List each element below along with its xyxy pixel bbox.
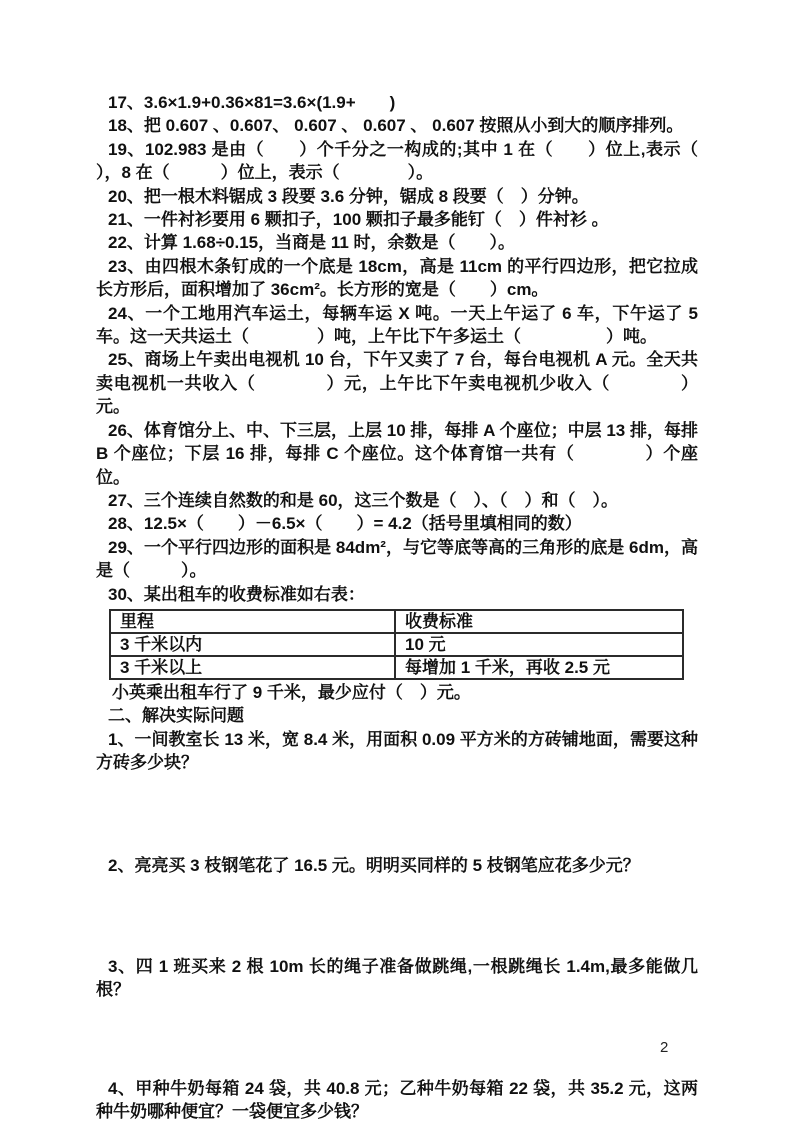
section2-heading: 二、解决实际问题: [108, 706, 244, 726]
problem-24: 24、一个工地用汽车运土，每辆车运 X 吨。一天上午运了 6 车，下午运了 5 车。这一天共运土（ ）吨，上午比下午多运土（ ）吨。: [96, 303, 698, 347]
problem-26: 26、体育馆分上、中、下三层，上层 10 排，每排 A 个座位；中层 13 排，每排 B 个座位；下层 16 排，每排 C 个座位。这个体育馆一共有（ ）个座位。: [96, 420, 698, 487]
problem-22: 22、计算 1.68÷0.15，当商是 11 时，余数是（ ）。: [108, 233, 516, 253]
page-content: [96, 91, 783, 1122]
table-row-within-3km: [110, 633, 683, 656]
problem-23: 23、由四根木条钉成的一个底是 18cm，高是 11cm 的平行四边形，把它拉成长方形后，面积增加了 36cm²。长方形的宽是（ ）cm。: [96, 256, 698, 300]
problem-19: 19、102.983 是由（ ）个千分之一构成的;其中 1 在（ ）位上,表示（ ），8 在（ ）位上，表示（ ）。: [96, 139, 783, 183]
taxi-fare-table: [109, 609, 684, 680]
problem-29: 29、一个平行四边形的面积是 84dm²，与它等底等高的三角形的底是 6dm，高是（ ）。: [96, 537, 698, 581]
table-cell-extra-fare: 每增加 1 千米，再收 2.5 元: [395, 656, 683, 679]
word-problem-2: 2、亮亮买 3 枝钢笔花了 16.5 元。明明买同样的 5 枝钢笔应花多少元？: [108, 855, 640, 875]
problem-18: 18、把 0.607 、0.607、 0.607 、 0.607 、 0.607 按照从小到大的顺序排列。: [108, 116, 684, 136]
table-cell-base-fare: 10 元: [395, 633, 683, 656]
table-cell-mileage-header: 里程: [110, 610, 395, 633]
problem-30-question: 小英乘出租车行了 9 千米，最少应付（ ）元。: [112, 682, 471, 702]
table-cell-over-3km: 3 千米以上: [110, 656, 395, 679]
page-number: 2: [660, 1039, 669, 1056]
table-cell-within-3km: 3 千米以内: [110, 633, 395, 656]
table-row-header: [110, 610, 683, 633]
word-problem-4: 4、甲种牛奶每箱 24 袋，共 40.8 元；乙种牛奶每箱 22 袋，共 35.2 元，这两种牛奶哪种便宜？一袋便宜多少钱？: [96, 1078, 698, 1122]
problem-20: 20、把一根木料锯成 3 段要 3.6 分钟，锯成 8 段要（ ）分钟。: [108, 186, 589, 206]
problem-21: 21、一件衬衫要用 6 颗扣子，100 颗扣子最多能钉（ ）件衬衫 。: [108, 210, 609, 230]
table-cell-fare-header: 收费标准: [395, 610, 683, 633]
word-problem-3: 3、四 1 班买来 2 根 10m 长的绳子准备做跳绳,一根跳绳长 1.4m,最多能做几根？: [96, 956, 698, 1000]
word-problem-1: 1、一间教室长 13 米，宽 8.4 米，用面积 0.09 平方米的方砖铺地面，需要这种方砖多少块？: [96, 729, 698, 773]
problem-27: 27、三个连续自然数的和是 60，这三个数是（ ）、（ ）和（ ）。: [108, 490, 619, 510]
problem-25: 25、商场上午卖出电视机 10 台，下午又卖了 7 台，每台电视机 A 元。全天共卖电视机一共收入（ ）元，上午比下午卖电视机少收入（ ）元。: [96, 350, 698, 417]
problem-28: 28、12.5×（ ）－6.5×（ ）= 4.2（括号里填相同的数）: [108, 514, 582, 534]
table-row-over-3km: [110, 656, 683, 679]
problem-17: 17、3.6×1.9+0.36×81=3.6×(1.9+ ): [108, 93, 396, 112]
problem-30: 30、某出租车的收费标准如右表：: [108, 584, 365, 604]
